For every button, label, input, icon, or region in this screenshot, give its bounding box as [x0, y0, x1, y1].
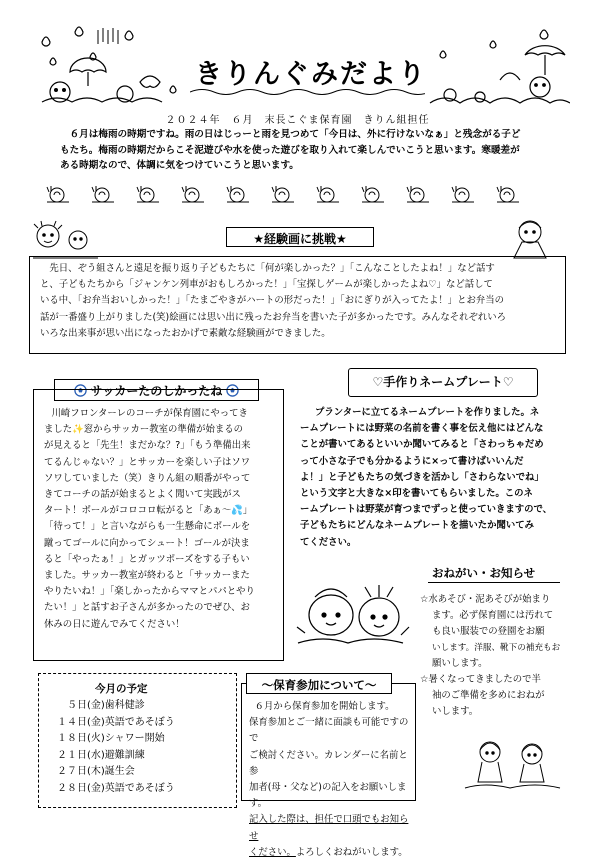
experience-heading: ★経験画に挑戦★	[253, 232, 347, 246]
snail-border-decoration	[45, 184, 555, 206]
notice-line: いします。	[432, 706, 479, 717]
experience-line: いる中、「お弁当おいしかった！」「たまごやきがハートの形だった！」「おにぎりが入ってたよ！」とお弁当の	[40, 295, 505, 307]
experience-line: と、子どもたちから「ジャンケン列車がおもしろかった！」「宝探しゲームが楽しかったよね♡」など話して	[40, 279, 493, 291]
soccer-line: 蹴ってゴールに向かってシュート！ゴールが決ま	[44, 537, 250, 549]
notice-line: いします。洋服、靴下の補充もお	[432, 643, 561, 653]
experience-section	[29, 256, 566, 354]
notice-line: ☆水あそび・泥あそびが始まり	[420, 594, 551, 605]
nameplate-line: 子どもたちにどんなネームプレートを描いたか聞いてみ	[300, 520, 535, 532]
soccer-line: ると「やったぁ！」とガッツポーズをする子もい	[44, 553, 250, 565]
notice-line: 願いします。	[432, 658, 488, 669]
schedule-item: １８日(火)シャワー開始	[57, 733, 165, 744]
soccer-line: ました✨窓からサッカー教室の準備が始まるの	[44, 424, 243, 436]
nameplate-line: ームプレートは野菜が育つまでずっと使っていきますので、	[300, 504, 553, 516]
intro-text	[60, 127, 545, 174]
nameplate-line: ームプレートには野菜の名前を書く事を伝え他にはどんな	[300, 423, 544, 435]
notice-line: も良い服装での登園をお願	[432, 626, 545, 637]
experience-line: いろな出来事が思い出になったおかげで素敵な経験画ができました。	[40, 327, 331, 339]
participation-line: ください。よろしくおねがいします。	[249, 846, 408, 858]
participation-line: ６月から保育参加を開始します。	[254, 701, 395, 712]
experience-line: 先日、ぞう組さんと遠足を振り返り子どもたちに「何が楽しかった？」「こんなことしたよね！」など話す	[49, 263, 495, 274]
rain-garden-illustration	[420, 25, 570, 125]
soccer-line: きてコーチの話が始まるとよく聞いて実践がス	[44, 489, 241, 501]
soccer-section	[33, 389, 284, 661]
schedule-item: ２８日(金)英語であそぼう	[57, 782, 175, 794]
intro-line: ６月は梅雨の時期ですね。雨の日はじっーと雨を見つめて「今日は、外に行けないなぁ」と残念がる子ど	[69, 129, 521, 140]
nameplate-text	[300, 405, 570, 551]
newsletter-title: きりんぐみだより	[195, 59, 427, 90]
notice-heading: おねがい・お知らせ	[432, 566, 536, 580]
children-in-rain-illustration	[460, 734, 565, 794]
soccer-line: タート！ボールがコロコロ転がると「あぁ～💦」	[44, 505, 253, 517]
soccer-heading: サッカーたのしかったね	[90, 383, 223, 398]
nameplate-line: という文字と大きな×印を書いてもらいました。このネ	[300, 488, 533, 500]
participation-line: 加者(母・父など)の記入をお願いします。	[249, 782, 407, 810]
participation-line: 保育参加とご一緒に面談も可能ですので	[249, 717, 409, 745]
participation-heading: ～保育参加について～	[261, 678, 377, 692]
experience-heading-box	[226, 227, 374, 247]
rainy-day-illustration	[30, 22, 195, 122]
schedule-item: １４日(金)英語であそぼう	[57, 716, 175, 728]
participation-heading-box	[246, 673, 392, 694]
soccer-line: 休みの日に遊んでみてください！	[44, 618, 185, 630]
intro-line: ある時期なので、体調に気をつけていこうと思います。	[60, 160, 299, 171]
nameplate-line: プランターに立てるネームプレートを作りました。ネ	[315, 407, 540, 418]
nameplate-line: って小さな子でも分かるように×って書けばいいんだ	[300, 455, 524, 467]
nameplate-line: よ！」と子どもたちの気づきを活かし「さわらないでね」	[300, 471, 544, 483]
schedule-item: ２１日(水)避難訓練	[57, 749, 145, 761]
soccer-line: たい！」と話すお子さんが多かったのでぜひ、お	[44, 602, 250, 614]
soccer-line: 川崎フロンターレのコーチが保育園にやってき	[51, 408, 248, 419]
participation-line: 記入した際は、担任で口頭でもお知らせ	[249, 814, 409, 842]
soccer-line: 「待って！」と言いながらも一生懸命にボールを	[44, 521, 251, 533]
title-underline	[190, 88, 425, 96]
vegetables-illustration	[293, 575, 413, 655]
soccer-line: てるんじゃない？」とサッカーを楽しい子はソワ	[44, 456, 251, 468]
nameplate-heading: ♡手作りネームプレート♡	[372, 375, 514, 389]
soccer-line: ました。サッカー教室が終わると「サッカーまた	[44, 570, 250, 582]
notice-line: 袖のご準備を多めにおねが	[432, 690, 545, 701]
notice-list	[420, 592, 580, 720]
schedule-item: ５日(金)歯科健診	[67, 700, 145, 711]
nameplate-heading-box	[348, 368, 538, 397]
nameplate-line: ことが書いてあるといいか聞いてみると「さわっちゃだめ	[300, 439, 544, 451]
notice-heading-underline	[428, 582, 560, 583]
schedule-section	[38, 673, 237, 808]
soccer-line: やりたいね！」「楽しかったからママとパパとやり	[44, 586, 255, 598]
notice-line: ます。必ず保育園には汚れて	[432, 610, 554, 621]
schedule-item: ２７日(木)誕生会	[57, 766, 135, 777]
soccer-line: が見えると「先生！まだかな？?」「もう準備出来	[44, 440, 251, 452]
schedule-list	[57, 698, 236, 797]
nameplate-line: てください。	[300, 536, 357, 548]
schedule-heading: 今月の予定	[95, 683, 148, 695]
notice-line: ☆暑くなってきましたので半	[420, 674, 541, 685]
intro-line: もたち。梅雨の時期だからこそ泥遊びや水を使った遊びを取り入れて楽しんでいこうと思います。寒暖差が	[60, 144, 520, 156]
participation-line: ご検討ください。カレンダーに名前と参	[249, 749, 408, 777]
soccer-line: ソワしていました（笑）きりん組の順番がやって	[44, 472, 251, 484]
experience-line: 話が一番盛り上がりました(笑)絵画には思い出に残ったお弁当を書いた子が多かったです。みんなそれぞれいろ	[40, 311, 506, 323]
issue-info: ２０２４年 ６月 末長こぐま保育園 きりん組担任	[165, 115, 430, 126]
participation-section	[241, 683, 416, 858]
